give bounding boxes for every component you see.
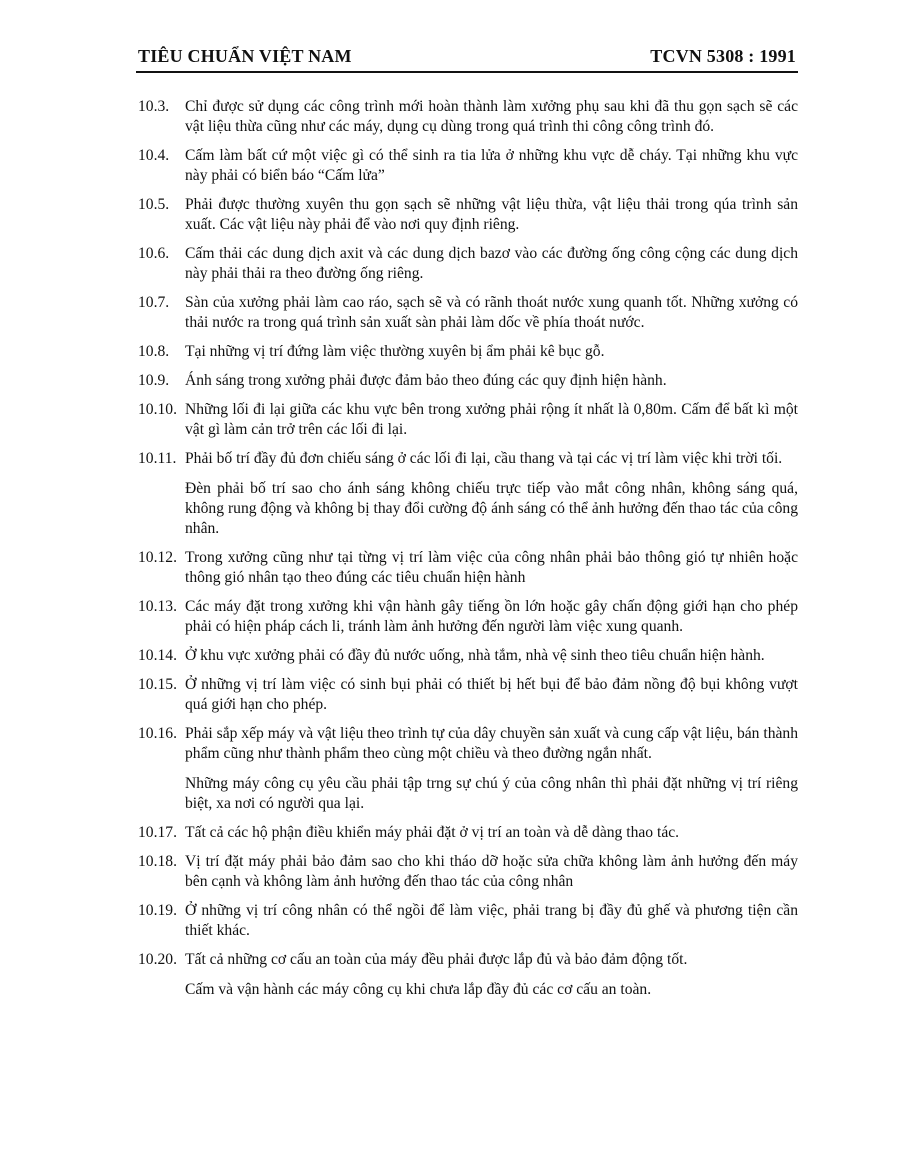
header-divider — [136, 71, 798, 73]
clause-item — [138, 293, 798, 333]
document-body — [138, 97, 798, 1009]
clause-number: 10.7. — [138, 294, 170, 311]
clause-item — [138, 852, 798, 892]
clause-text: Ở khu vực xưởng phải có đầy đủ nước uống, nhà tắm, nhà vệ sinh theo tiêu chuẩn hiện hành. — [185, 647, 765, 664]
clause-item — [138, 675, 798, 715]
clause-number: 10.4. — [138, 147, 170, 164]
clause-text: Những lối đi lại giữa các khu vực bên trong xưởng phải rộng ít nhất là 0,80m. Cấm để bất kì một vật gì làm cản trở trên các lối đi lại. — [185, 401, 798, 438]
clause-item — [138, 597, 798, 637]
clause-subparagraph: Những máy công cụ yêu cầu phải tập trng sự chú ý của công nhân thì phải đặt những vị trí riêng biệt, xa nơi có người qua lại. — [185, 775, 798, 812]
clause-text: Ở những vị trí công nhân có thể ngồi để làm việc, phải trang bị đầy đủ ghế và phương tiện cần thiết khác. — [185, 902, 798, 939]
clause-number: 10.18. — [138, 853, 177, 870]
clause-number: 10.19. — [138, 902, 177, 919]
clause-number: 10.11. — [138, 450, 177, 467]
clause-item — [138, 548, 798, 588]
clause-item — [138, 195, 798, 235]
clause-text: Cấm làm bất cứ một việc gì có thể sinh ra tia lửa ở những khu vực dễ cháy. Tại những khu vực này phải có biển báo “Cấm lửa” — [185, 147, 798, 184]
clause-item — [138, 449, 798, 539]
clause-item — [138, 950, 798, 1000]
clause-number: 10.9. — [138, 372, 170, 389]
clause-text: Phải được thường xuyên thu gọn sạch sẽ những vật liệu thừa, vật liệu thải trong qúa trình sản xuất. Các vật liệu này phải để vào nơi quy định riêng. — [185, 196, 798, 233]
clause-subparagraph: Cấm và vận hành các máy công cụ khi chưa lắp đầy đủ các cơ cấu an toàn. — [185, 981, 652, 998]
clause-number: 10.15. — [138, 676, 177, 693]
clause-text: Ánh sáng trong xưởng phải được đảm bảo theo đúng các quy định hiện hành. — [185, 372, 667, 389]
clause-number: 10.5. — [138, 196, 170, 213]
clause-subparagraph: Đèn phải bố trí sao cho ánh sáng không chiếu trực tiếp vào mắt công nhân, không sáng quá, không rung động và không bị thay đổi cường độ ánh sáng có thể ảnh hưởng đến thao tác của công nhân. — [185, 480, 798, 537]
clause-number: 10.13. — [138, 598, 177, 615]
clause-text: Tại những vị trí đứng làm việc thường xuyên bị ẩm phải kê bục gỗ. — [185, 343, 605, 360]
clause-text: Cấm thải các dung dịch axit và các dung dịch bazơ vào các đường ống công cộng các dung dịch này phải thải ra theo đường ống riêng. — [185, 245, 798, 282]
clause-item — [138, 97, 798, 137]
clause-text: Vị trí đặt máy phải bảo đảm sao cho khi tháo dỡ hoặc sửa chữa không làm ảnh hưởng đến máy bên cạnh và không làm ảnh hưởng đến thao tác của công nhân — [185, 853, 798, 890]
clause-text: Phải bố trí đầy đủ đơn chiếu sáng ở các lối đi lại, cầu thang và tại các vị trí làm việc khi trời tối. — [185, 450, 783, 467]
clause-text: Phải sắp xếp máy và vật liệu theo trình tự của dây chuyền sản xuất và cung cấp vật liệu, bán thành phẩm cũng như thành phẩm theo cùng một chiều và theo đường ngắn nhất. — [185, 725, 798, 762]
clause-item — [138, 823, 798, 843]
clause-number: 10.14. — [138, 647, 177, 664]
clause-number: 10.6. — [138, 245, 170, 262]
clause-item — [138, 244, 798, 284]
header-standard-title: TIÊU CHUẨN VIỆT NAM — [138, 46, 352, 66]
header-standard-code: TCVN 5308 : 1991 — [650, 46, 796, 66]
clause-text: Chỉ được sử dụng các công trình mới hoàn thành làm xưởng phụ sau khi đã thu gọn sạch sẽ các vật liệu thừa cũng như các máy, dụng cụ dùng trong quá trình thi công công trình đó. — [185, 98, 798, 135]
clause-item — [138, 901, 798, 941]
page-header — [138, 46, 796, 67]
clause-item — [138, 342, 798, 362]
clause-number: 10.17. — [138, 824, 177, 841]
clause-number: 10.20. — [138, 951, 177, 968]
clause-number: 10.3. — [138, 98, 170, 115]
clause-number: 10.8. — [138, 343, 170, 360]
clause-item — [138, 146, 798, 186]
clause-number: 10.10. — [138, 401, 177, 418]
clause-item — [138, 646, 798, 666]
clause-text: Các máy đặt trong xưởng khi vận hành gây tiếng ồn lớn hoặc gây chấn động giới hạn cho phép phải có hiện pháp cách li, tránh làm ảnh hưởng đến người làm việc xung quanh. — [185, 598, 798, 635]
clause-item — [138, 400, 798, 440]
clause-text: Tất cả các hộ phận điều khiển máy phải đặt ở vị trí an toàn và dễ dàng thao tác. — [185, 824, 680, 841]
clause-number: 10.12. — [138, 549, 177, 566]
clause-text: Trong xưởng cũng như tại từng vị trí làm việc của công nhân phải bảo thông gió tự nhiên hoặc thông gió nhân tạo theo đúng các tiêu chuẩn hiện hành — [185, 549, 798, 586]
clause-text: Ở những vị trí làm việc có sinh bụi phải có thiết bị hết bụi để bảo đảm nồng độ bụi không vượt quá giới hạn cho phép. — [185, 676, 798, 713]
clause-item — [138, 724, 798, 814]
clause-number: 10.16. — [138, 725, 177, 742]
clause-text: Sàn của xưởng phải làm cao ráo, sạch sẽ và có rãnh thoát nước xung quanh tốt. Những xưởng có thải nước ra trong quá trình sản xuất sàn phải làm dốc về phía thoát nước. — [185, 294, 798, 331]
clause-text: Tất cả những cơ cấu an toàn của máy đều phải được lắp đủ và bảo đảm động tốt. — [185, 951, 688, 968]
clause-item — [138, 371, 798, 391]
